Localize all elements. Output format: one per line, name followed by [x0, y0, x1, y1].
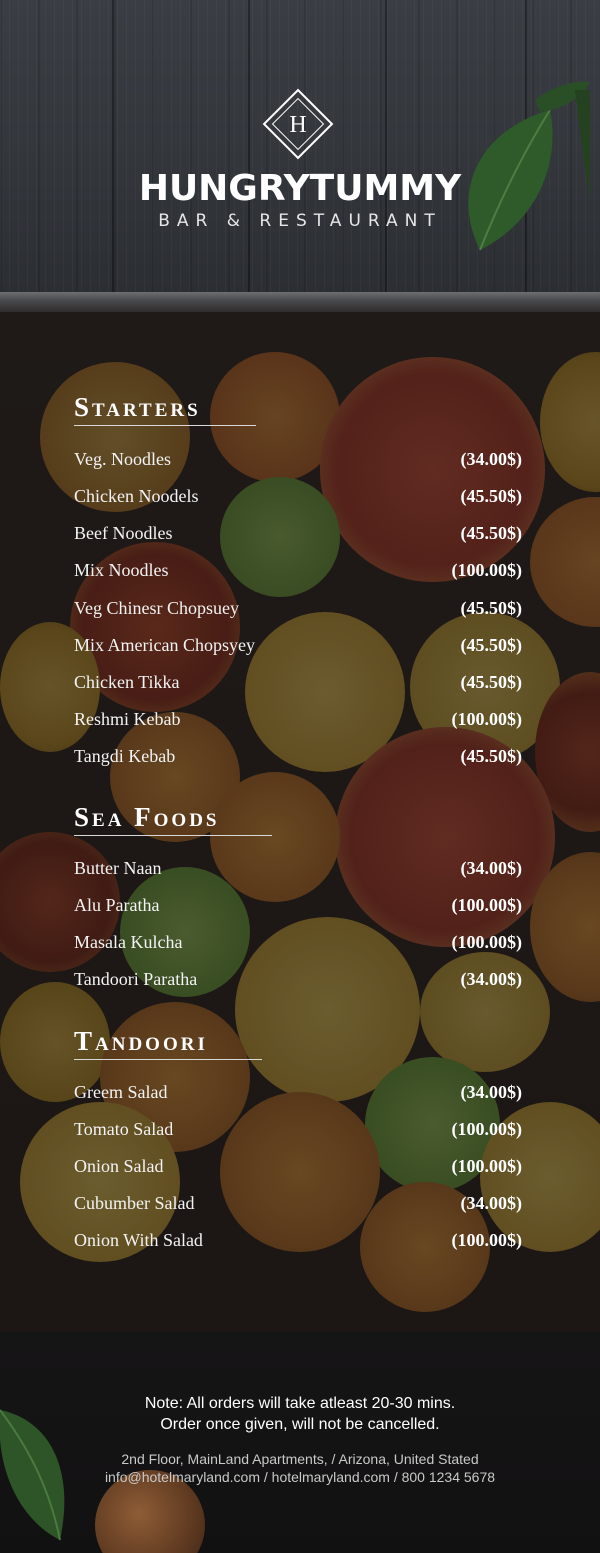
- item-name: Tangdi Kebab: [74, 746, 176, 766]
- menu-item: [74, 1082, 522, 1112]
- item-price: (100.00$): [451, 709, 522, 729]
- item-name: Greem Salad: [74, 1082, 168, 1102]
- menu-item: [74, 1193, 522, 1223]
- menu-item: [74, 672, 522, 702]
- restaurant-name: HUNGRYTUMMY: [138, 168, 462, 209]
- item-name: Chicken Tikka: [74, 672, 180, 692]
- section-title-starters: Starters: [74, 392, 201, 422]
- item-price: (45.50$): [460, 746, 522, 766]
- menu-item: [74, 1119, 522, 1149]
- item-name: Veg. Noodles: [74, 449, 171, 469]
- item-name: Tandoori Paratha: [74, 969, 198, 989]
- menu-item: [74, 709, 522, 739]
- item-price: (34.00$): [460, 449, 522, 469]
- header-wood-background: [0, 0, 600, 292]
- restaurant-tagline: BAR & RESTAURANT: [158, 211, 442, 231]
- item-price: (45.50$): [460, 486, 522, 506]
- plank-divider: [248, 0, 250, 292]
- item-price: (45.50$): [460, 523, 522, 543]
- item-price: (100.00$): [451, 1230, 522, 1250]
- menu-item: [74, 1230, 522, 1260]
- plank-divider: [112, 0, 114, 292]
- item-price: (100.00$): [451, 895, 522, 915]
- item-price: (100.00$): [451, 1156, 522, 1176]
- menu-item: [74, 449, 522, 479]
- section-underline: [74, 1059, 262, 1060]
- footer-note-line2: Order once given, will not be cancelled.: [160, 1416, 440, 1433]
- item-price: (45.50$): [460, 672, 522, 692]
- footer-contact: info@hotelmaryland.com / hotelmaryland.com / 800 1234 5678: [104, 1469, 496, 1485]
- item-name: Reshmi Kebab: [74, 709, 181, 729]
- item-name: Alu Paratha: [74, 895, 160, 915]
- item-price: (34.00$): [460, 1082, 522, 1102]
- item-name: Tomato Salad: [74, 1119, 174, 1139]
- logo-letter: H: [289, 112, 307, 138]
- item-price: (34.00$): [460, 1193, 522, 1213]
- item-price: (100.00$): [451, 1119, 522, 1139]
- plank-divider: [385, 0, 387, 292]
- menu-item: [74, 932, 522, 962]
- menu-item: [74, 560, 522, 590]
- menu-item: [74, 858, 522, 888]
- footer-note-line1: Note: All orders will take atleast 20-30 mins.: [144, 1395, 456, 1412]
- leaf-icon: [440, 70, 590, 260]
- item-price: (45.50$): [460, 598, 522, 618]
- item-name: Cubumber Salad: [74, 1193, 195, 1213]
- footer-address: 2nd Floor, MainLand Apartments, / Arizona, United Stated: [121, 1451, 479, 1467]
- menu-item: [74, 635, 522, 665]
- item-name: Onion With Salad: [74, 1230, 203, 1250]
- item-name: Chicken Noodels: [74, 486, 199, 506]
- menu-item: [74, 1156, 522, 1186]
- menu-item: [74, 523, 522, 553]
- item-name: Butter Naan: [74, 858, 162, 878]
- menu-item: [74, 486, 522, 516]
- item-name: Masala Kulcha: [74, 932, 183, 952]
- section-title-tandoori: Tandoori: [74, 1026, 208, 1056]
- section-title-sea-foods: Sea Foods: [74, 802, 220, 832]
- item-price: (34.00$): [460, 969, 522, 989]
- header-separator-band: [0, 292, 600, 312]
- logo-badge-icon: [258, 84, 338, 164]
- item-name: Beef Noodles: [74, 523, 173, 543]
- section-underline: [74, 835, 272, 836]
- item-price: (100.00$): [451, 932, 522, 952]
- item-name: Mix American Chopsyey: [74, 635, 255, 655]
- item-name: Veg Chinesr Chopsuey: [74, 598, 239, 618]
- menu-item: [74, 746, 522, 776]
- item-price: (34.00$): [460, 858, 522, 878]
- footer: [0, 1332, 600, 1553]
- item-price: (45.50$): [460, 635, 522, 655]
- section-underline: [74, 425, 256, 426]
- menu-item: [74, 969, 522, 999]
- menu-item: [74, 895, 522, 925]
- menu-item: [74, 598, 522, 628]
- item-price: (100.00$): [451, 560, 522, 580]
- item-name: Onion Salad: [74, 1156, 164, 1176]
- item-name: Mix Noodles: [74, 560, 169, 580]
